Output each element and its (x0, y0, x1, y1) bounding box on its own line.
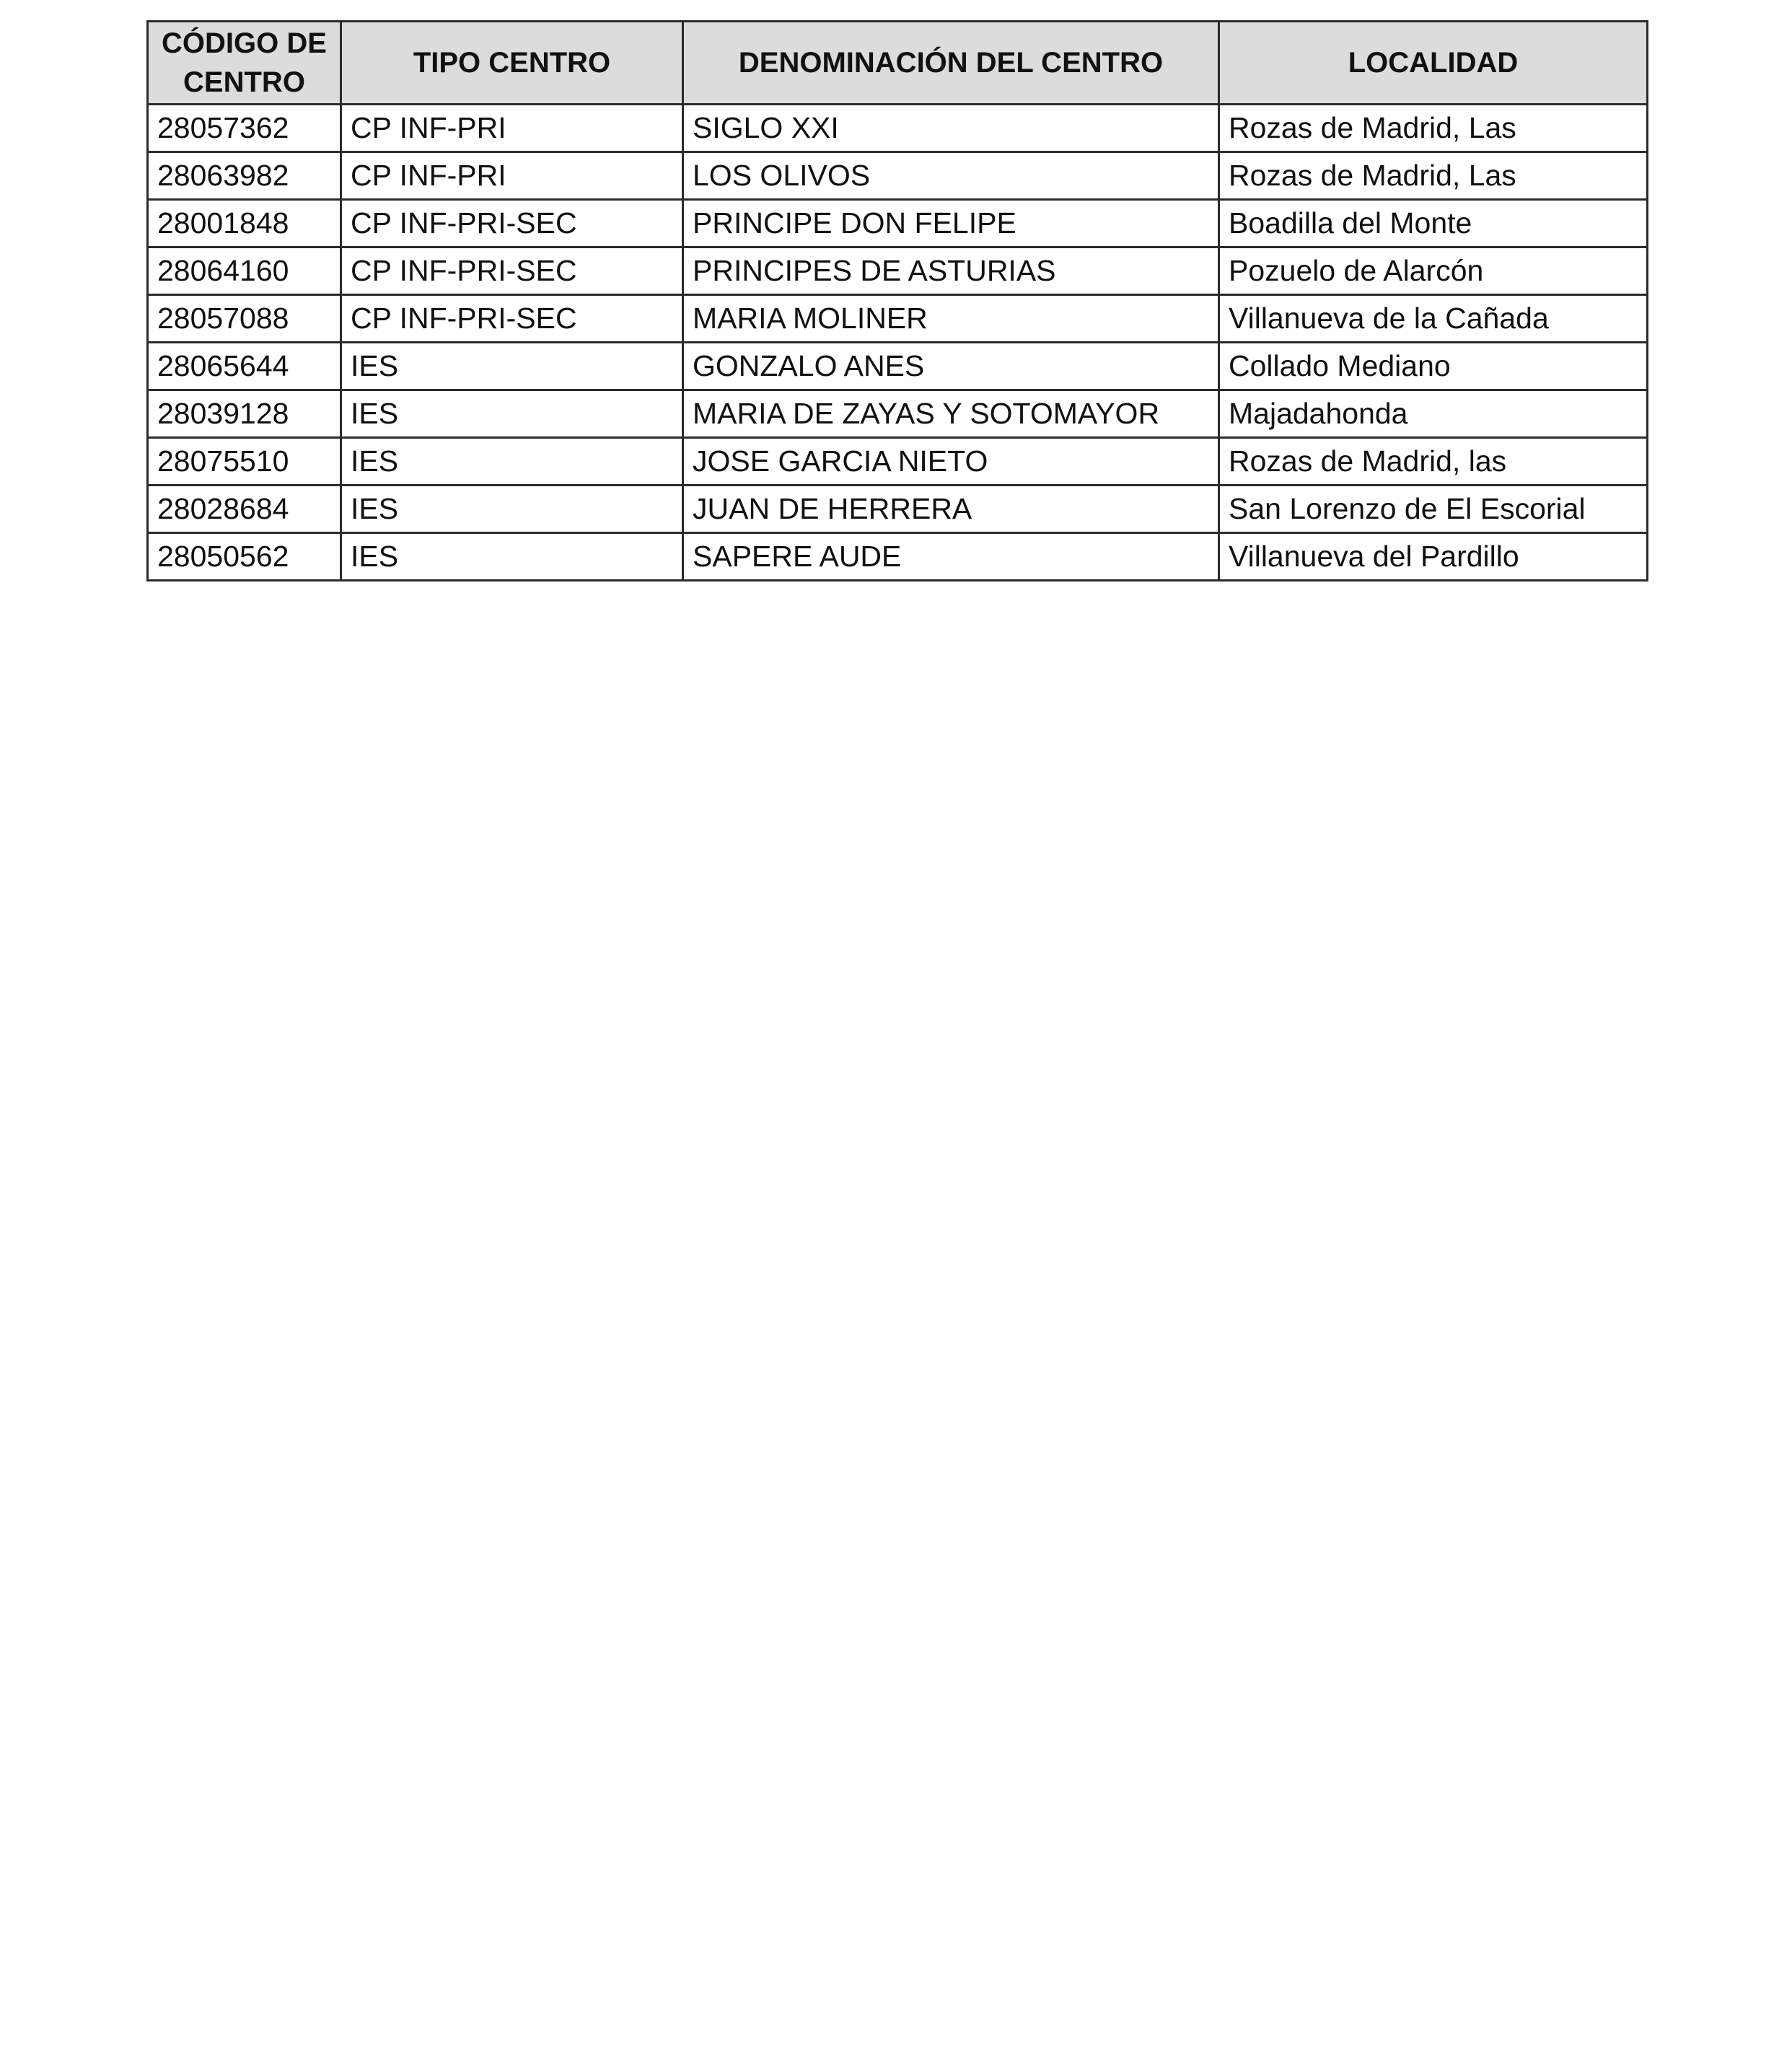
cell-tipo: CP INF-PRI-SEC (341, 200, 683, 247)
cell-localidad: Rozas de Madrid, Las (1219, 105, 1648, 152)
header-row (148, 22, 1648, 105)
cell-tipo: CP INF-PRI (341, 105, 683, 152)
cell-tipo: IES (341, 486, 683, 533)
cell-localidad: San Lorenzo de El Escorial (1219, 486, 1648, 533)
cell-localidad: Rozas de Madrid, Las (1219, 152, 1648, 200)
cell-denominacion: JOSE GARCIA NIETO (683, 438, 1219, 486)
cell-codigo: 28064160 (148, 247, 341, 295)
table-row (148, 438, 1648, 486)
table-row (148, 343, 1648, 390)
cell-codigo: 28050562 (148, 533, 341, 581)
cell-localidad: Boadilla del Monte (1219, 200, 1648, 247)
cell-codigo: 28065644 (148, 343, 341, 390)
cell-denominacion: MARIA MOLINER (683, 295, 1219, 343)
table-row (148, 295, 1648, 343)
cell-tipo: CP INF-PRI-SEC (341, 295, 683, 343)
table-row (148, 247, 1648, 295)
table-body (148, 105, 1648, 581)
table-row (148, 486, 1648, 533)
cell-tipo: IES (341, 390, 683, 438)
cell-codigo: 28039128 (148, 390, 341, 438)
cell-tipo: CP INF-PRI (341, 152, 683, 200)
cell-denominacion: MARIA DE ZAYAS Y SOTOMAYOR (683, 390, 1219, 438)
cell-localidad: Collado Mediano (1219, 343, 1648, 390)
header-localidad: LOCALIDAD (1219, 22, 1648, 105)
cell-tipo: CP INF-PRI-SEC (341, 247, 683, 295)
cell-localidad: Rozas de Madrid, las (1219, 438, 1648, 486)
centros-table (146, 20, 1648, 581)
cell-denominacion: PRINCIPES DE ASTURIAS (683, 247, 1219, 295)
table-row (148, 152, 1648, 200)
cell-denominacion: GONZALO ANES (683, 343, 1219, 390)
cell-codigo: 28001848 (148, 200, 341, 247)
cell-codigo: 28075510 (148, 438, 341, 486)
cell-tipo: IES (341, 533, 683, 581)
table-row (148, 200, 1648, 247)
cell-codigo: 28028684 (148, 486, 341, 533)
cell-codigo: 28057362 (148, 105, 341, 152)
cell-denominacion: PRINCIPE DON FELIPE (683, 200, 1219, 247)
cell-tipo: IES (341, 343, 683, 390)
cell-localidad: Pozuelo de Alarcón (1219, 247, 1648, 295)
cell-codigo: 28063982 (148, 152, 341, 200)
table-header (148, 22, 1648, 105)
cell-denominacion: SAPERE AUDE (683, 533, 1219, 581)
header-denominacion-centro: DENOMINACIÓN DEL CENTRO (683, 22, 1219, 105)
cell-localidad: Villanueva de la Cañada (1219, 295, 1648, 343)
header-tipo-centro: TIPO CENTRO (341, 22, 683, 105)
cell-codigo: 28057088 (148, 295, 341, 343)
cell-localidad: Majadahonda (1219, 390, 1648, 438)
cell-denominacion: JUAN DE HERRERA (683, 486, 1219, 533)
table-row (148, 105, 1648, 152)
cell-localidad: Villanueva del Pardillo (1219, 533, 1648, 581)
cell-tipo: IES (341, 438, 683, 486)
table-row (148, 533, 1648, 581)
header-codigo-centro: CÓDIGO DE CENTRO (148, 22, 341, 105)
cell-denominacion: SIGLO XXI (683, 105, 1219, 152)
table-row (148, 390, 1648, 438)
cell-denominacion: LOS OLIVOS (683, 152, 1219, 200)
